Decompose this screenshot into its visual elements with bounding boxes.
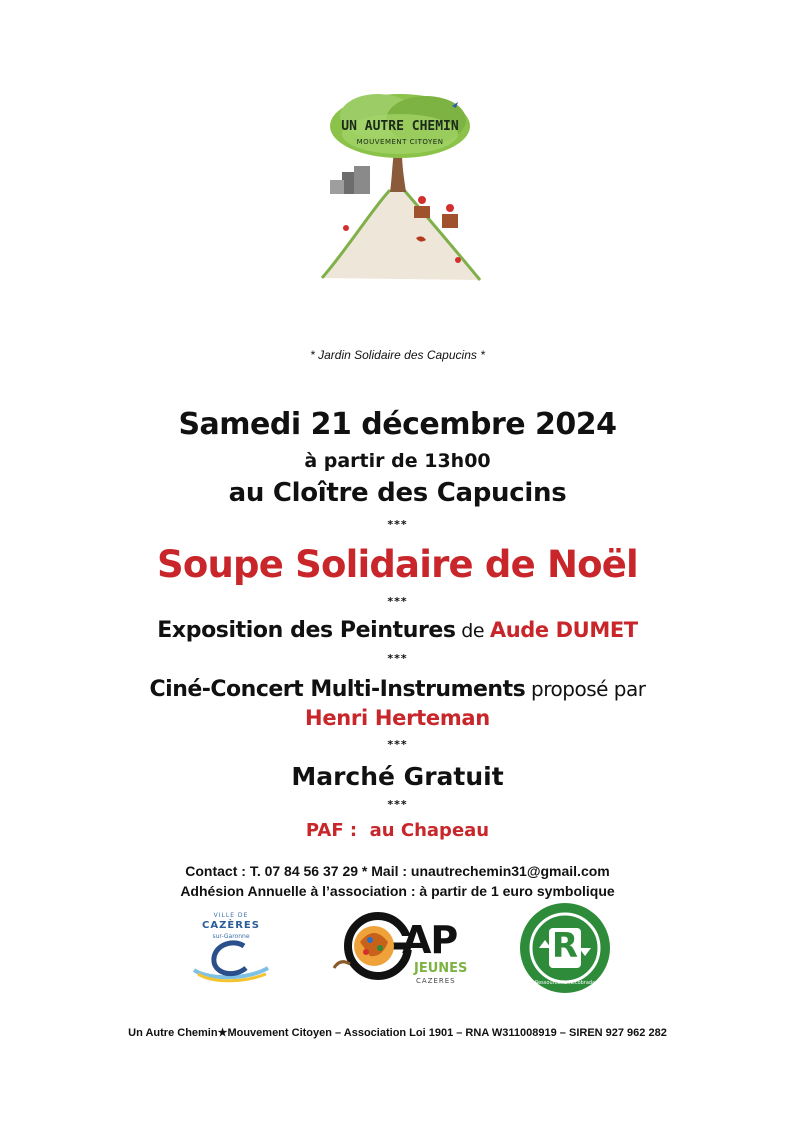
gap-letters: AP [402,918,458,962]
gap-jeunes-logo [330,906,480,990]
contact-info: Contact : T. 07 84 56 37 29 * Mail : unautrechemin31@gmail.com [185,863,610,879]
cine-concert-line [0,677,795,702]
membership-info: Adhésion Annuelle à l’association : à partir de 1 euro symbolique [180,883,615,899]
exposition-artist: Aude DUMET [489,618,638,642]
gap-cazeres: CAZERES [416,977,456,985]
separator: *** [387,595,408,608]
gap-jeunes: JEUNES [414,961,468,976]
ressourcerie-text: Ressourcerie Recobrada [534,980,596,986]
entry-fee: PAF : au Chapeau [305,820,490,841]
exposition-line [0,618,795,643]
free-market: Marché Gratuit [291,762,504,791]
exposition-connector: de [455,620,490,642]
event-title: Soupe Solidaire de Noël [157,543,638,586]
event-time: à partir de 13h00 [304,450,491,472]
separator: *** [387,738,408,751]
separator: *** [387,652,408,665]
footer-legal: Un Autre Chemin★Mouvement Citoyen – Association Loi 1901 – RNA W311008919 – SIREN 927 962 282 [128,1027,667,1039]
ressourcerie-logo [519,902,611,994]
cazeres-line3: sur-Garonne [212,933,250,940]
exposition-label: Exposition des Peintures [157,618,456,643]
separator: *** [387,798,408,811]
cine-concert-connector: proposé par [525,677,646,701]
cazeres-logo [188,912,274,984]
cazeres-line1: VILLE DE [213,912,249,919]
cine-concert-artist: Henri Herteman [305,706,490,730]
event-place: au Cloître des Capucins [228,478,567,508]
logo-subtitle: MOUVEMENT CITOYEN [356,138,444,146]
separator: *** [387,518,408,531]
event-date: Samedi 21 décembre 2024 [178,407,617,442]
ressourcerie-letter: R [551,926,579,966]
cazeres-line2: CAZÈRES [202,920,260,931]
garden-subtitle: * Jardin Solidaire des Capucins * [310,348,485,362]
logo-title: UN AUTRE CHEMIN [341,119,459,134]
un-autre-chemin-logo [318,88,482,284]
cine-concert-label: Ciné-Concert Multi-Instruments [149,677,526,702]
